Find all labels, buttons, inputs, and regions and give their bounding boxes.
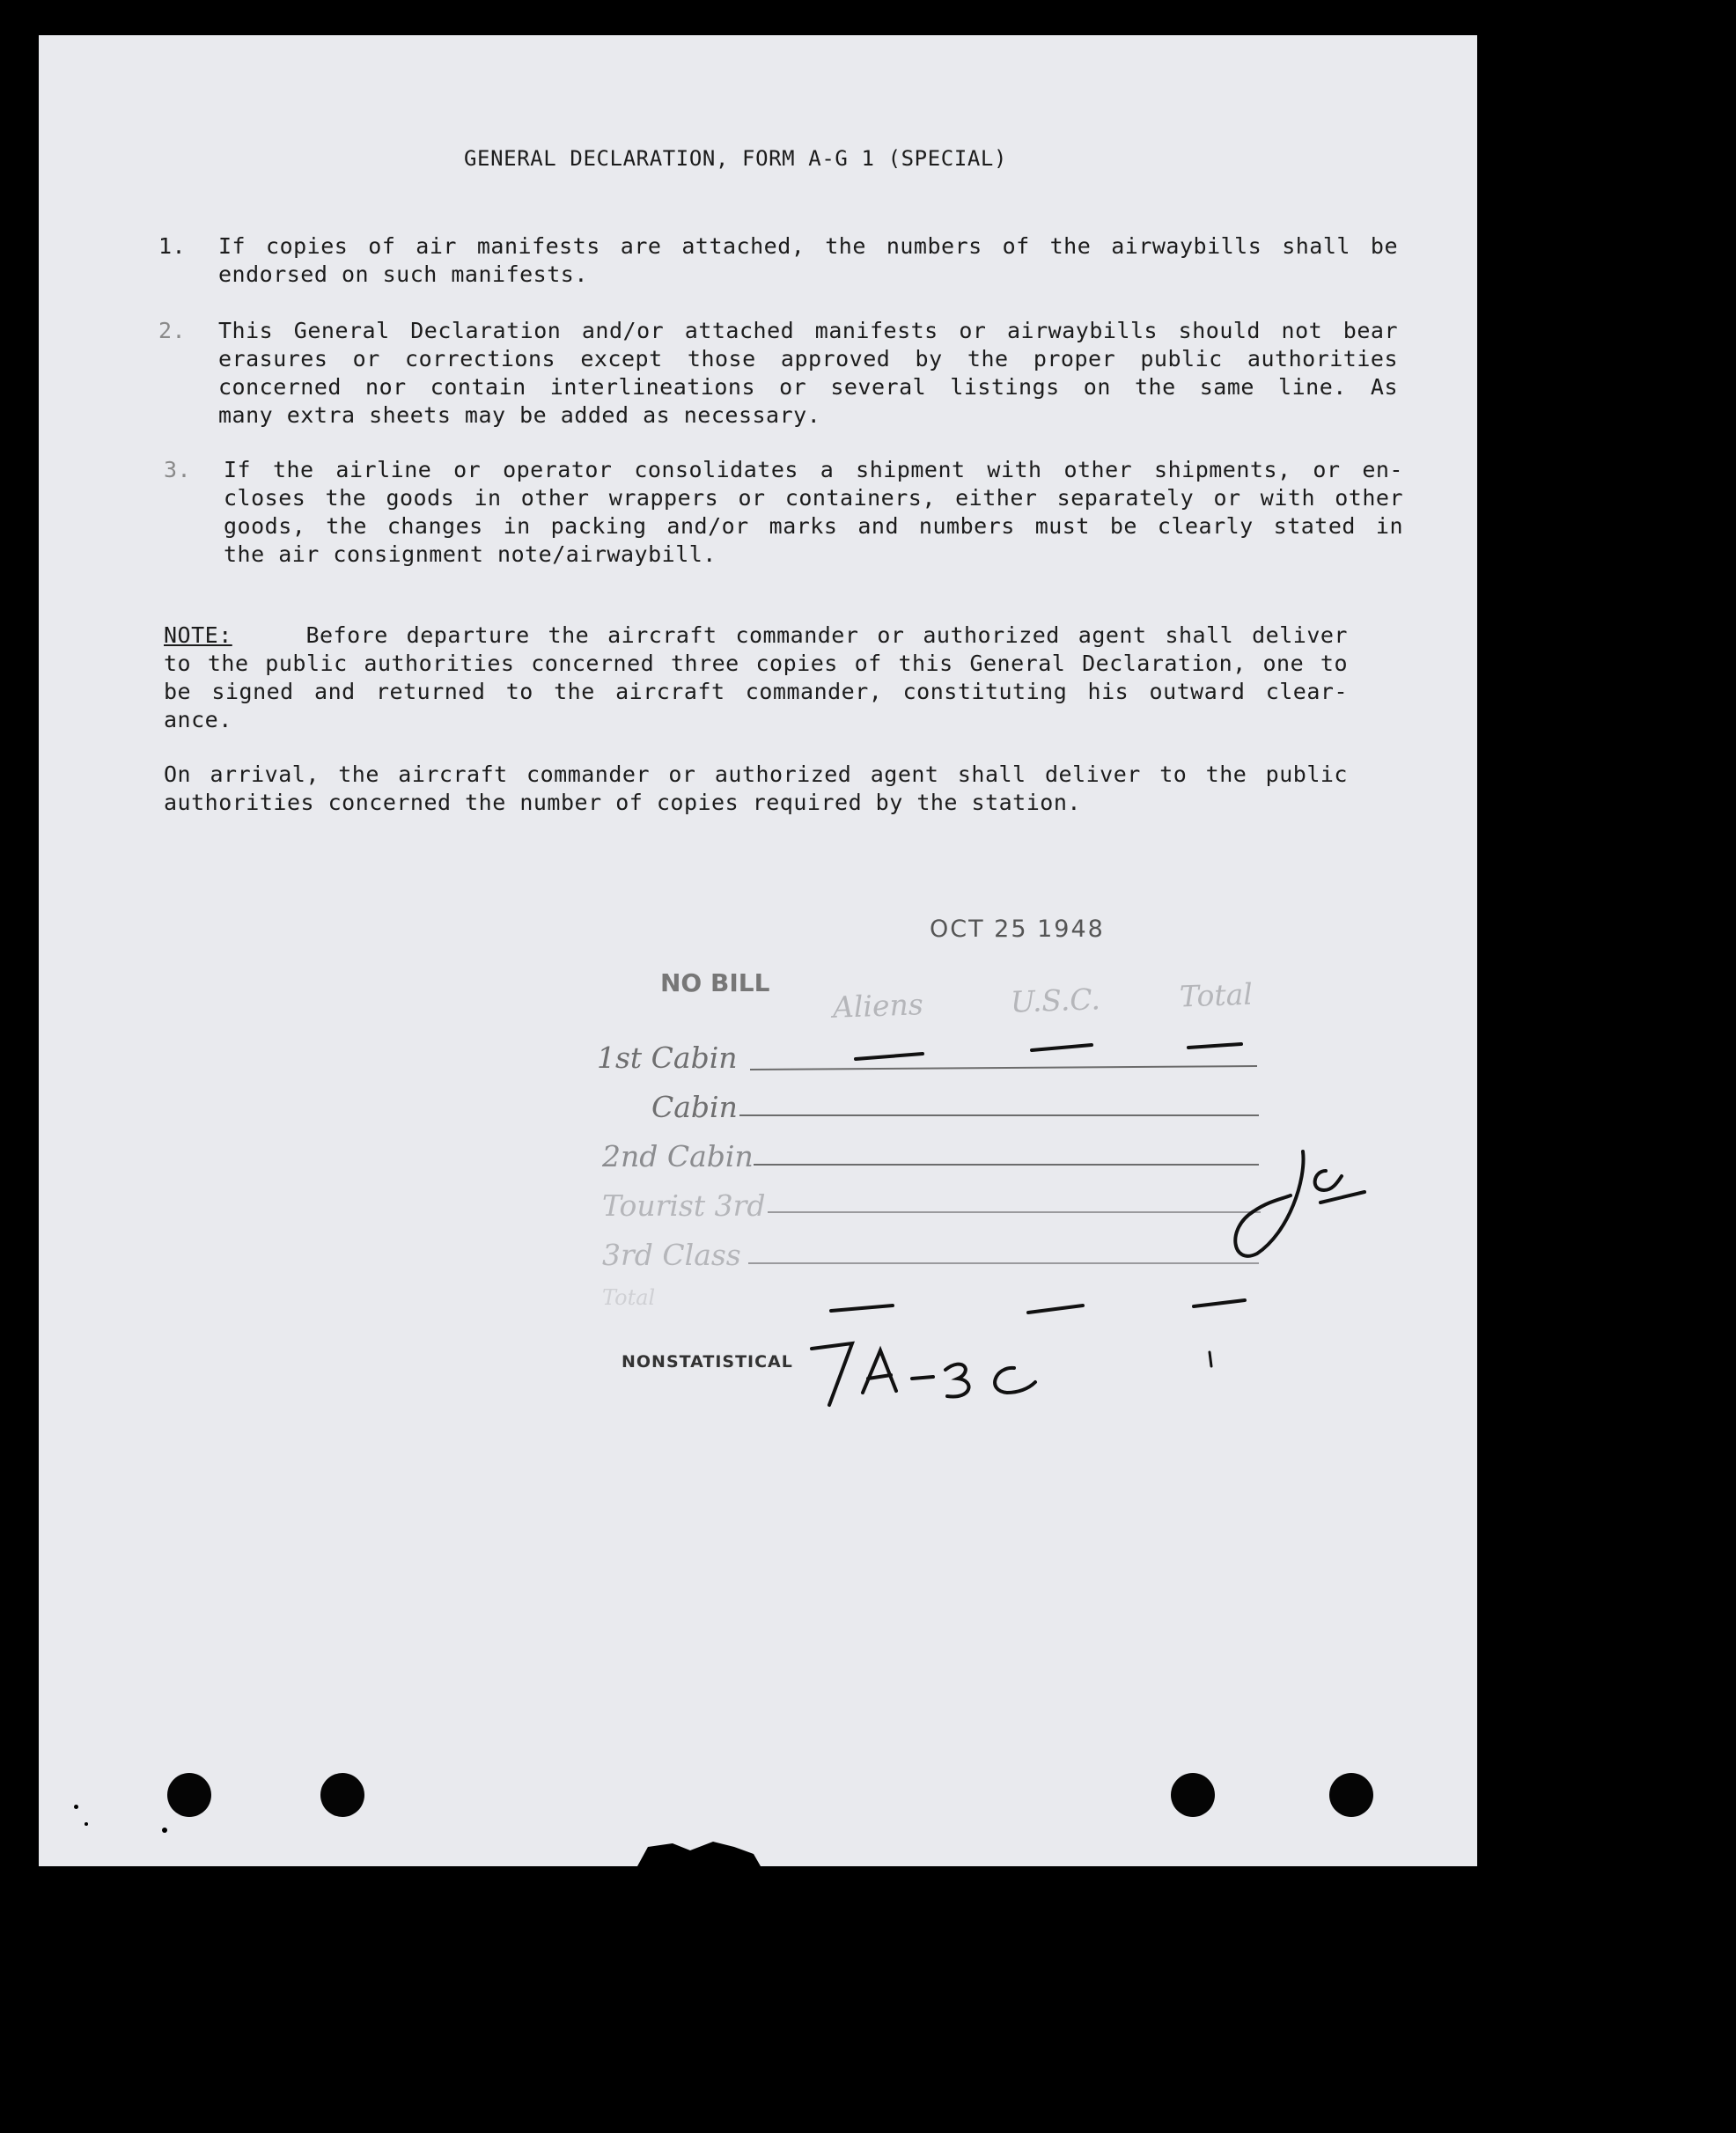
arrival-line-2: authorities concerned the number of copies required by the station. [164,790,1081,815]
punch-hole [1329,1773,1373,1817]
dash-usc-1st [1032,1045,1092,1050]
hw-initial-j [1235,1151,1303,1256]
hw-7 [812,1343,852,1405]
document-title: GENERAL DECLARATION, FORM A-G 1 (SPECIAL) [464,146,1008,171]
row-3rd-class: 3rd Class [602,1238,741,1272]
torn-edge [637,1838,761,1866]
item-1-line-2: endorsed on such manifests. [218,261,588,287]
row-1st-cabin: 1st Cabin [597,1041,738,1075]
punch-hole [167,1773,211,1817]
item-1-line-1: If copies of air manifests are attached, the numbers of the airwaybills shall be [218,233,1398,259]
item-2-line-2: erasures or corrections except those approved by the proper public authorities [218,346,1398,371]
document-page [39,35,1477,1866]
hw-c [995,1368,1035,1393]
note-line-1-text: Before departure the aircraft commander or authorized agent shall deliver [305,622,1348,648]
note-line-2: to the public authorities concerned three copies of this General Declaration, one to [164,651,1348,676]
column-total: Total [1179,976,1254,1014]
row-2nd-cabin: 2nd Cabin [602,1139,754,1173]
item-2-line-4: many extra sheets may be added as necessary. [218,402,821,428]
scan-speck [74,1805,78,1809]
dash-aliens-1st [856,1054,923,1059]
note-line-4: ance. [164,707,232,732]
hw-initial-c [1315,1171,1342,1190]
dash-aliens-total [831,1306,893,1311]
nonstatistical-stamp: NONSTATISTICAL [622,1352,793,1372]
note-label: NOTE: [164,622,232,648]
column-aliens: Aliens [832,987,924,1025]
item-1-number: 1. [158,233,187,259]
row-tourist-3rd: Tourist 3rd [602,1188,766,1223]
item-2-line-1: This General Declaration and/or attached manifests or airwaybills should not bear [218,318,1398,343]
item-3-line-4: the air consignment note/airwaybill. [224,541,717,567]
column-usc: U.S.C. [1010,982,1101,1019]
hw-dash [912,1377,933,1379]
scan-speck [85,1822,88,1826]
scan-speck [162,1828,167,1833]
item-3-line-1: If the airline or operator consolidates a shipment with other shipments, or en- [224,457,1403,482]
dash-total-total [1194,1300,1245,1306]
note-line-3: be signed and returned to the aircraft commander, constituting his outward clear- [164,679,1348,704]
dash-total-1st [1188,1044,1241,1048]
hw-a [863,1350,896,1393]
item-3-number: 3. [164,457,192,482]
item-2-number: 2. [158,318,187,343]
punch-hole [1171,1773,1215,1817]
item-2-line-3: concerned nor contain interlineations or several listings on the same line. As [218,374,1398,400]
hw-3 [945,1364,969,1397]
item-3-line-3: goods, the changes in packing and/or marks and numbers must be clearly stated in [224,513,1403,539]
no-bill-stamp: NO BILL [660,968,770,997]
row-cabin: Cabin [651,1090,738,1124]
punch-hole [320,1773,364,1817]
handwritten-marks [39,35,1477,1866]
arrival-line-1: On arrival, the aircraft commander or authorized agent shall deliver to the public [164,761,1348,787]
item-3-line-2: closes the goods in other wrappers or containers, either separately or with other [224,485,1403,511]
date-stamp: OCT 25 1948 [930,916,1105,943]
dash-usc-total [1028,1306,1083,1313]
row-total: Total [602,1285,656,1310]
